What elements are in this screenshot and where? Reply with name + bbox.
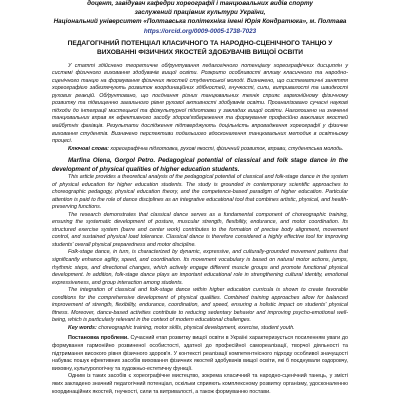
affiliation-title: заслужений працівник культури України, — [134, 9, 266, 17]
abstract-en-paragraph-2: The research demonstrates that classical dance serves as a fundamental component of choreographic training, ensuring the systematic development of posture, muscular strength, flexibility, endurance, and motor coordination. Its structured exercise system (barre and center work) contributes to the formation of precise body alignment, movement control, and sustained physical load tolerance. Classical dance is therefore considered a highly effective tool for improving students' overall physical preparedness and motor discipline. — [52, 211, 348, 248]
orcid-link[interactable]: https://orcid.org/0009-0005-1738-7023 — [143, 27, 257, 35]
article-title: ПЕДАГОГІЧНИЙ ПОТЕНЦІАЛ КЛАСИЧНОГО ТА НАРОДНО-СЦЕНІЧНОГО ТАНЦЮ У ВИХОВАННІ ФІЗИЧНИХ ЯКОСТЕЙ ЗДОБУВАЧІВ ВИЩОЇ ОСВІТИ — [67, 39, 333, 57]
keywords-en-label: Key words: — [68, 324, 97, 331]
keywords-ua — [52, 146, 348, 154]
author-affiliation — [0, 0, 400, 36]
abstract-en-paragraph-1: This article provides a theoretical analysis of the pedagogical potential of classical and folk-stage dance in the system of physical education for higher education students. The study is grounded in contemporary scientific approaches to choreographic pedagogy, physical education theory, and the competence-based paradigm of higher education. Particular attention is paid to the role of dance disciplines as an integrative educational tool that combines artistic, physical, and health-preserving functions. — [52, 174, 348, 211]
body-paragraph-2: Одним із таких засобів є хореографічне мистецтво, зокрема класичний та народно-сценічний танець, у змісті яких закладено значний педагогічний потенціал, оскільки сприяють комплексному розвитку організму, удосконаленню координаційних якостей, гнучкості, сили та витривалості, а також формуванню постави. — [52, 373, 348, 395]
body-paragraph-1 — [52, 335, 348, 373]
section-label: Постановка проблеми. — [68, 335, 129, 342]
keywords-ua-text: хореографічна підготовка, рухові якості, фізичний розвиток, вправи, студентська молодь. — [110, 145, 344, 152]
english-abstract-heading: Marfina Olena, Gorgol Petro. Pedagogical potential of classical and folk stage dance in the development of physical qualities of higher education students. — [52, 157, 348, 173]
affiliation-university: Національний університет «Полтавська політехніка імені Юрія Кондратюка», м. Полтава — [53, 18, 347, 26]
abstract-en-paragraph-4: The integration of classical and folk-stage dance within higher education curricula is shown to create favorable conditions for the comprehensive development of physical qualities. Combined training approaches allow for balanced improvement of strength, flexibility, endurance, coordination, and speed, ensuring a holistic impact on students' physical fitness. Moreover, dance-based activities contribute to reducing sedentary behavior and improving psycho-emotional well-being, which is particularly relevant in the context of modern educational challenges. — [52, 287, 348, 324]
body-paragraph-1-text: Сучасний етап розвитку вищої освіти в Україні характеризується посиленням уваги до формування гармонійно розвиненої особистості, здатної до професійної самореалізації, творчої діяльності та підтримання високого рівня фізичного здоров'я. У контексті реалізації компетентнісного підходу особливої значущості набуває пошук ефективних засобів виховання фізичних якостей здобувачів вищої освіти, які б поєднували оздоровчу, виховну, культурологічну та художньо-естетичну функції. — [52, 335, 348, 372]
affiliation-position: доцент, завідувач кафедри хореографії і танцювальних видів спорту — [87, 0, 313, 7]
keywords-en — [52, 325, 348, 333]
abstract-en-paragraph-3: Folk-stage dance, in turn, is characterized by dynamic, expressive, and culturally-grounded movement patterns that significantly enhance agility, speed, and coordination. Its movement vocabulary is based on natural motor actions, jumps, rhythmic steps, and directional changes, which actively engage different muscle groups and promote functional physical development. In addition, folk-stage dance plays an important educational role in strengthening cultural identity, emotional expressiveness, and group interaction among students. — [52, 249, 348, 286]
keywords-en-text: choreographic training, motor skills, physical development, exercise, student youth. — [98, 324, 295, 331]
keywords-ua-label: Ключові слова: — [68, 145, 109, 152]
abstract-ua: У статті здійснено теоретичне обґрунтування педагогічного потенціалу хореографічних дисциплін у системі фізичного виховання здобувачів вищої освіти. Розкрито особливості впливу класичного та народно-сценічного танцю на формування фізичних якостей студентської молоді. Визначено, що систематичні заняття хореографією забезпечують розвиток координаційних здібностей, гнучкості, сили, витривалості та швидкості рухових реакцій. Обґрунтовано, що поєднання різних танцювальних технік сприяє гармонійному фізичному розвитку та підвищенню загального рівня рухової активності здобувачів освіти. Проаналізовано сучасні наукові підходи до інтеграції мистецької та фізкультурної підготовки у закладах вищої освіти. Наголошено на значенні танцювальних вправ як ефективного засобу здоров'язбереження та формування професійно важливих якостей майбутніх фахівців. Результати дослідження підтверджують доцільність впровадження хореографії у фізичне виховання студентів. Визначено перспективи подальшого вдосконалення танцювальних методик в освітньому процесі. — [52, 62, 348, 145]
